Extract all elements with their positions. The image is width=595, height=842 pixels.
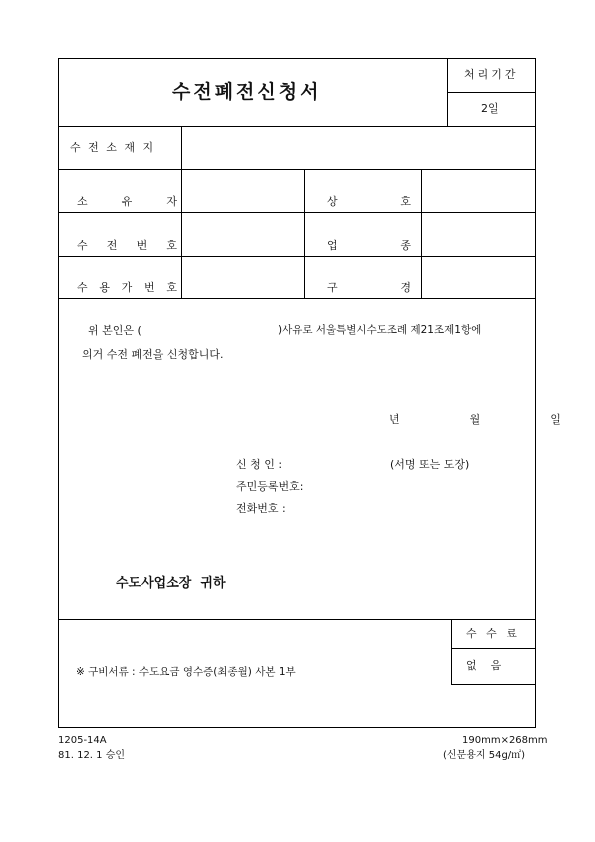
business-type-field[interactable] <box>423 214 535 255</box>
business-type-label <box>320 229 411 252</box>
processing-period-value: 2일 <box>481 102 499 115</box>
fee-label: 수 수 료 <box>466 627 520 640</box>
divider <box>58 212 536 213</box>
diameter-label <box>320 271 411 294</box>
customer-number-field[interactable] <box>183 258 303 297</box>
application-date: 년 월 일 <box>389 413 561 426</box>
paper-size: 190mm×268mm <box>462 735 548 746</box>
meter-number-label-text: 수 전 번 호 <box>77 239 177 252</box>
statement-suffix: )사유로 서울특별시수도조례 제21조제1항에 <box>278 324 482 336</box>
meter-number-field[interactable] <box>183 214 303 255</box>
statement-line2: 의거 수전 폐전을 신청합니다. <box>82 348 224 361</box>
divider <box>451 684 536 685</box>
divider <box>181 126 182 298</box>
divider <box>451 619 452 684</box>
form-code: 1205-14A <box>58 735 107 746</box>
business-type-label-text: 업 종 <box>327 239 411 252</box>
applicant-label: 신 청 인 : <box>236 458 283 471</box>
processing-period-label: 처리기간 <box>464 68 519 81</box>
meter-number-label <box>70 229 177 252</box>
resident-number-field[interactable] <box>312 477 452 495</box>
signature-note: (서명 또는 도장) <box>390 458 470 471</box>
trade-name-label-text: 상 호 <box>327 195 411 208</box>
location-field[interactable] <box>183 128 535 168</box>
customer-number-label-text: 수 용 가 번 호 <box>77 281 177 294</box>
divider <box>304 169 305 298</box>
addressee: 수도사업소장 귀하 <box>116 576 226 591</box>
divider <box>58 298 536 299</box>
fee-value: 없 음 <box>466 659 502 672</box>
paper-spec: (신문용지 54g/㎡) <box>443 750 526 761</box>
customer-number-label <box>70 271 177 294</box>
divider <box>58 126 536 127</box>
divider <box>421 169 422 298</box>
resident-number-label: 주민등록번호: <box>236 480 304 493</box>
divider <box>58 256 536 257</box>
form-title: 수전폐전신청서 <box>172 81 322 103</box>
trade-name-field[interactable] <box>423 171 535 211</box>
owner-field[interactable] <box>183 171 303 211</box>
divider <box>58 619 536 620</box>
required-documents-note: ※ 구비서류 : 수도요금 영수증(최종월) 사본 1부 <box>76 666 296 678</box>
statement-prefix: 위 본인은 ( <box>88 324 142 337</box>
owner-label <box>70 185 177 208</box>
divider <box>58 169 536 170</box>
approval-date: 81. 12. 1 승인 <box>58 750 126 761</box>
divider <box>447 58 448 126</box>
reason-field[interactable] <box>152 320 276 338</box>
trade-name-label <box>320 185 411 208</box>
owner-label-text: 소 유 자 <box>77 195 177 208</box>
phone-label: 전화번호 : <box>236 502 286 515</box>
divider <box>447 92 536 93</box>
phone-field[interactable] <box>300 499 450 517</box>
divider <box>451 648 536 649</box>
diameter-field[interactable] <box>423 258 535 297</box>
location-label: 수 전 소 재 지 <box>70 141 156 154</box>
applicant-field[interactable] <box>295 455 383 473</box>
diameter-label-text: 구 경 <box>327 281 411 294</box>
